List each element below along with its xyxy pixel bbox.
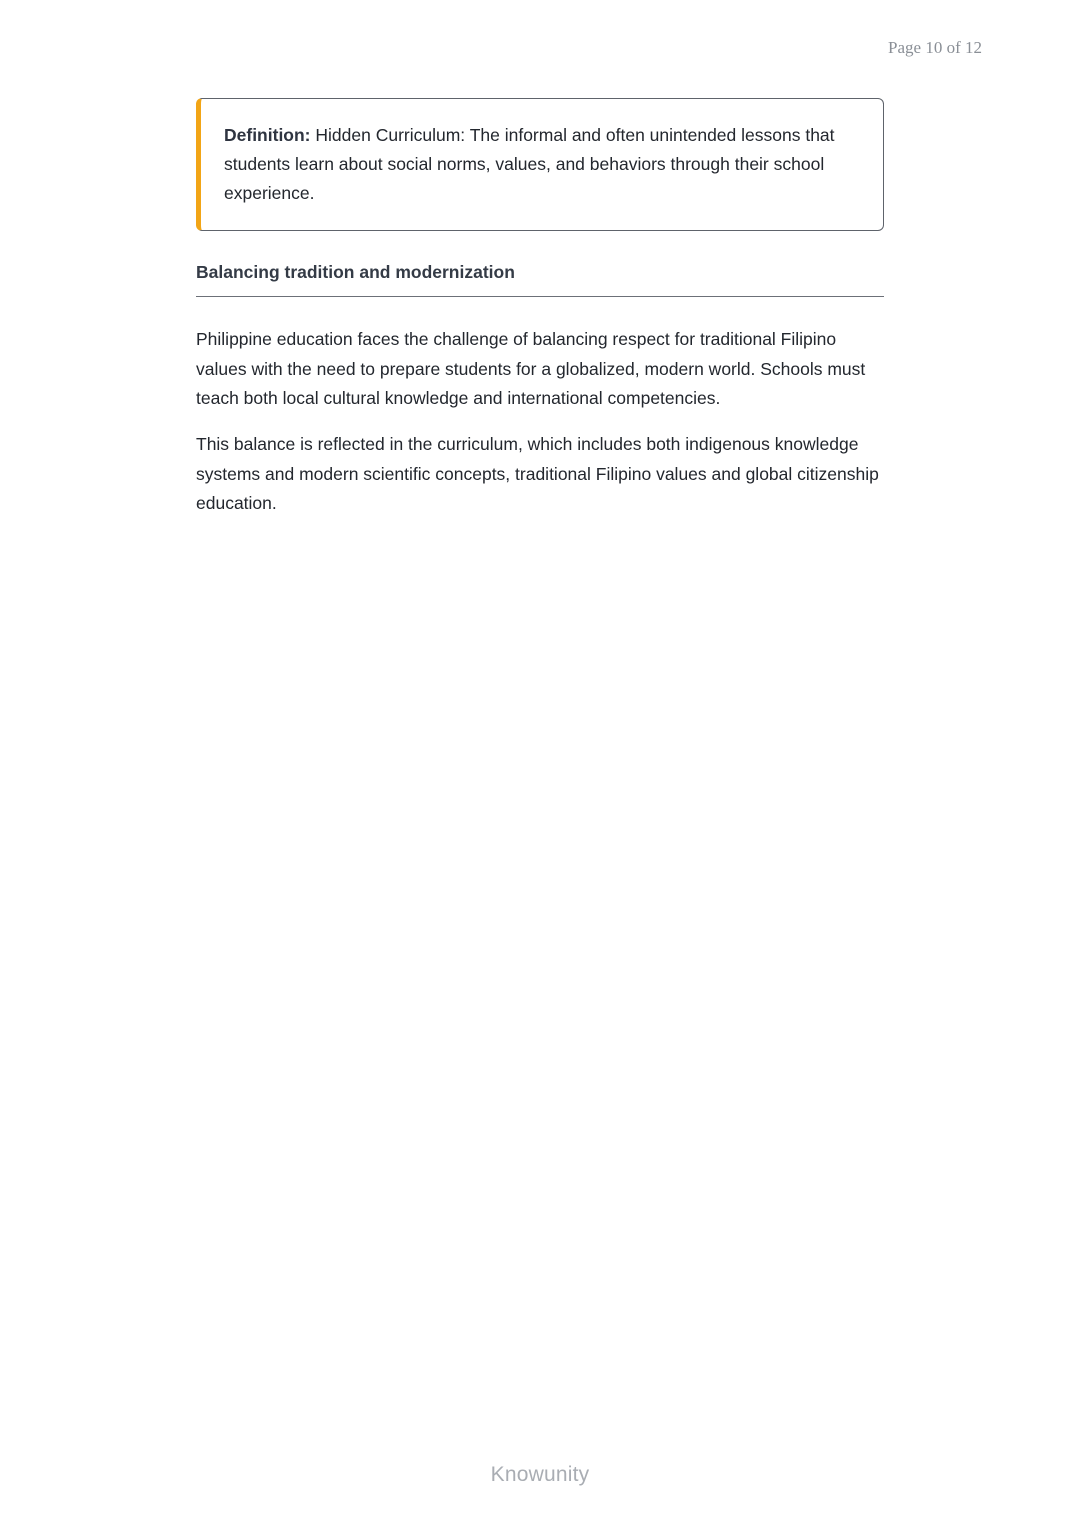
footer-brand-watermark: Knowunity [490,1463,590,1486]
definition-body: Hidden Curriculum: The informal and often unintended lessons that students learn about social norms, values, and behaviors through their school experience. [224,125,835,203]
section-heading: Balancing tradition and modernization [196,262,515,282]
section-divider [196,296,884,297]
definition-label: Definition: [224,125,311,145]
definition-text [224,121,859,208]
page-number: Page 10 of 12 [888,38,982,57]
definition-callout [196,98,884,231]
body-paragraph: This balance is reflected in the curriculum, which includes both indigenous knowledge systems and modern scientific concepts, traditional Filipino values and global citizenship education. [196,434,879,513]
body-paragraph: Philippine education faces the challenge of balancing respect for traditional Filipino values with the need to prepare students for a globalized, modern world. Schools must teach both local cultural knowledge and international competencies. [196,329,866,408]
